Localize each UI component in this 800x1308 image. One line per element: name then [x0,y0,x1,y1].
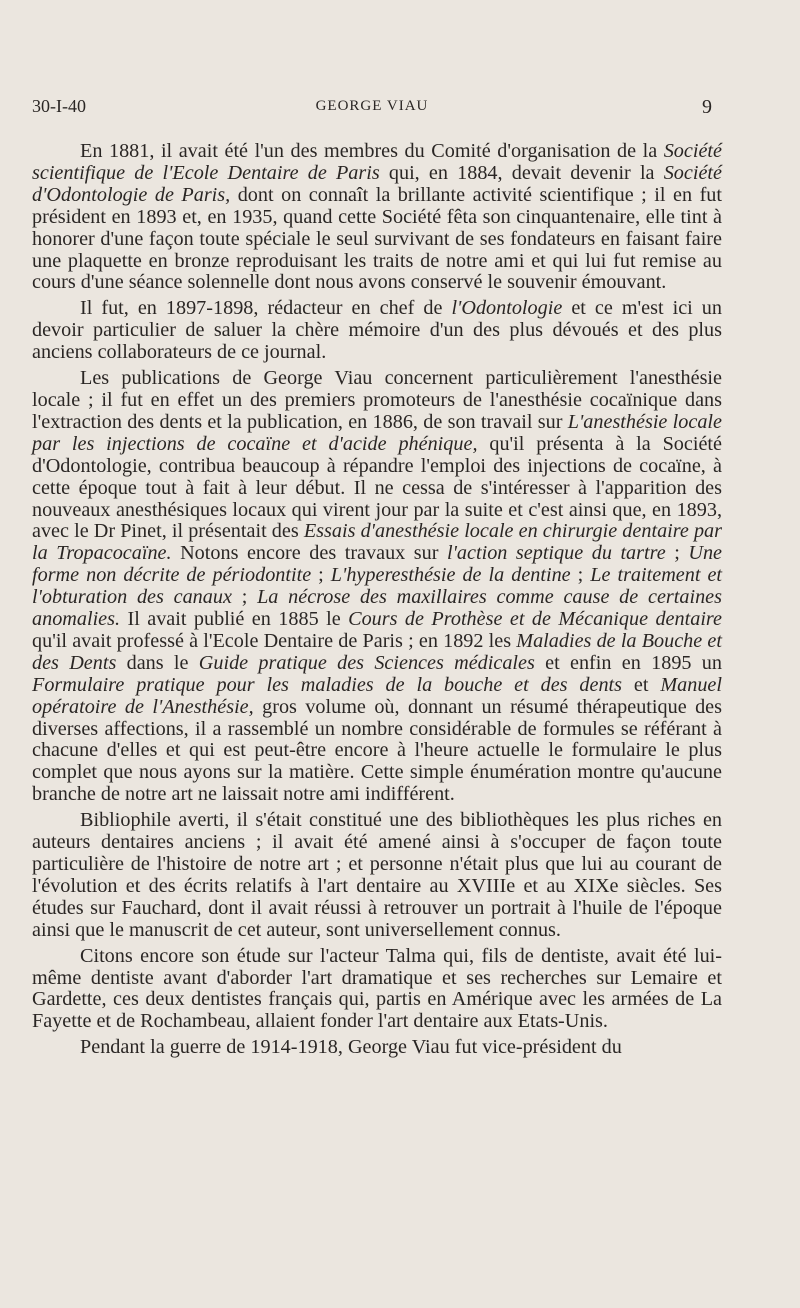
body-text [32,141,722,1059]
italic-title: Formulaire pratique pour les maladies de la bouche et des dents [32,673,623,696]
italic-title: Le traitement et l'obturation des canaux [32,564,723,609]
text-run: Il fut, en 1897-1898, rédacteur en chef de [80,297,452,320]
text-run: Les publications de George Viau concernent particulièrement l'anesthésie locale ; il fut en effet un des premiers promoteurs de l'anesthésie cocaïnique dans l'extraction des dents et la publication, en 1886, de son travail sur [32,367,722,433]
header-title: GEORGE VIAU [315,98,429,114]
text-run: ; [311,564,331,587]
paragraph [32,810,722,941]
italic-title: Une forme non décrite de périodontite [32,542,723,587]
italic-title: l'action septique du tartre [447,542,666,565]
header-date: 30-I-40 [32,96,86,116]
text-run: dans le [116,651,199,674]
italic-title: Cours de Prothèse et de Mécanique dentaire [348,608,722,631]
text-run: ; [570,564,591,587]
italic-title: La nécrose des maxillaires comme cause de certaines anomalies. [32,586,722,631]
paragraph [32,141,722,294]
paragraph [32,368,722,806]
text-run: ; [231,586,258,609]
text-run: qu'il présenta à la Société d'Odontologie, contribua beaucoup à répandre l'emploi des injections de cocaïne, à cette époque tout à fait à leur début. Il ne cessa de s'intéresser à l'apparition des nouveaux anesthésiques locaux qui virent jour par la suite et c'est ainsi que, en 1893, avec le Dr Pinet, il présentait des [32,432,723,543]
italic-title: Maladies de la Bouche et des Dents [32,629,722,674]
italic-title: Société d'Odontologie de Paris, [32,161,722,206]
text-run: Bibliophile averti, il s'était constitué une des bibliothèques les plus riches en auteurs dentaires anciens ; il avait été amené ainsi à s'occuper de façon toute particulière de l'histoire de notre art ; et personne n'était plus que lui au courant de l'évolution et des écrits relatifs à l'art dentaire au XVIIIe et au XIXe siècles. Ses études sur Fauchard, dont il avait réussi à retrouver un portrait à l'huile de l'époque ainsi que le manuscrit de cet auteur, sont universellement connus. [32,809,722,941]
running-header [32,96,712,126]
text-run: et enfin en 1895 un [534,651,722,674]
paragraph [32,298,722,364]
text-run: Il avait publié en 1885 le [120,608,349,631]
italic-title: L'hyperesthésie de la dentine [330,564,571,587]
italic-title: Essais d'anesthésie locale en chirurgie dentaire par la Tropacocaïne. [32,520,723,565]
page-number: 9 [702,96,712,118]
italic-title: L'anesthésie locale par les injections de cocaïne et d'acide phénique, [32,410,722,455]
italic-title: Société scientifique de l'Ecole Dentaire de Paris [32,140,722,184]
text-run: et [622,673,661,696]
text-run: Notons encore des travaux sur [171,542,447,565]
text-run: qu'il avait professé à l'Ecole Dentaire de Paris ; en 1892 les [32,629,517,652]
text-run: qui, en 1884, devait devenir la [379,161,664,184]
text-run: gros volume où, donnant un résumé thérapeutique des diverses affections, il a rassemblé un nombre considérable de formules se référant à chacune d'elles et qui est peut-être encore à l'heure actuelle le formulaire le plus complet que nous ayons sur la matière. Cette simple énumération montre qu'aucune branche de notre art ne laissait notre ami indifférent. [32,695,722,806]
text-run: et ce m'est ici un devoir particulier de saluer la chère mémoire d'un des plus dévoués et des plus anciens collaborateurs de ce journal. [32,297,722,364]
italic-title: l'Odontologie [451,297,563,320]
text-run: En 1881, il avait été l'un des membres du Comité d'organisation de la [80,140,664,162]
text-run: ; [665,542,689,565]
paragraph [32,946,722,1034]
italic-title: Guide pratique des Sciences médicales [198,651,535,674]
text-run: dont on connaît la brillante activité scientifique ; il en fut président en 1893 et, en 1935, quand cette Société fêta son cinquantenaire, elle tint à honorer d'une façon toute spéciale le seul survivant de ses fondateurs en faisant faire une plaquette en bronze reproduisant les traits de notre ami et qui lui fut remise au cours d'une séance solennelle dont nous avons conservé le souvenir émouvant. [32,183,722,294]
text-run: Citons encore son étude sur l'acteur Talma qui, fils de dentiste, avait été lui-même dentiste avant d'aborder l'art dramatique et ses recherches sur Lemaire et Gardette, ces deux dentistes français qui, partis en Amérique avec les armées de La Fayette et de Rochambeau, allaient fonder l'art dentaire aux Etats-Unis. [32,944,722,1033]
paragraph [32,1037,722,1059]
text-run: Pendant la guerre de 1914-1918, George Viau fut vice-président du [80,1036,622,1059]
italic-title: Manuel opératoire de l'Anesthésie, [32,673,722,718]
